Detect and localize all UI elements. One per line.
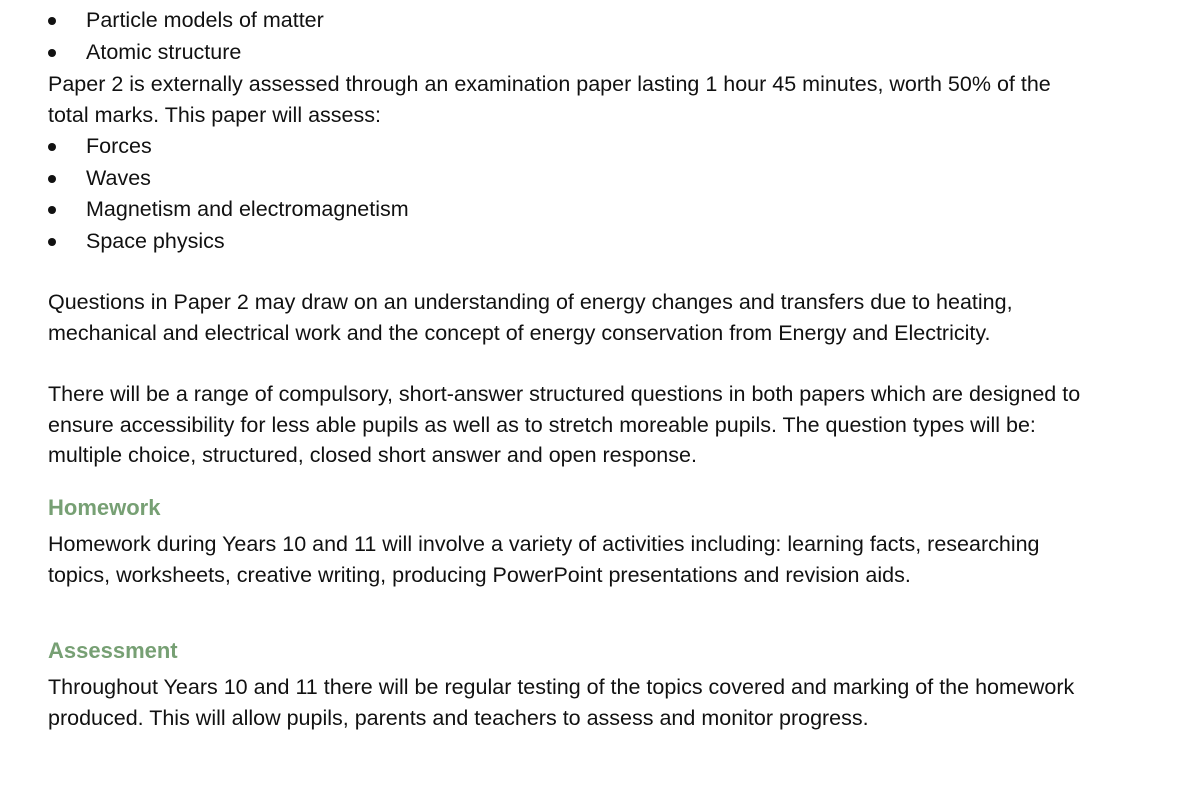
bullet-icon: [48, 143, 56, 151]
paper-2-questions-paragraph: [48, 287, 1013, 348]
list-item: [48, 37, 324, 69]
list-item-text: Magnetism and electromagnetism: [86, 197, 409, 221]
list-item: [48, 163, 409, 195]
list-item: [48, 226, 409, 258]
bullet-icon: [48, 206, 56, 214]
question-types-paragraph: [48, 379, 1080, 471]
list-item-text: Space physics: [86, 228, 225, 253]
paper-2-intro-paragraph: [48, 69, 1051, 130]
list-item-text: Particle models of matter: [86, 8, 324, 32]
paragraph-line: Homework during Years 10 and 11 will involve a variety of activities including: learning facts, researching: [48, 532, 1040, 556]
paragraph-line: total marks. This paper will assess:: [48, 102, 381, 127]
topic-list-paper-2: [48, 131, 409, 257]
bullet-icon: [48, 49, 56, 57]
list-item-text: Waves: [86, 165, 151, 190]
list-item-text: Forces: [86, 134, 152, 158]
list-item: [48, 5, 324, 37]
paragraph-line: topics, worksheets, creative writing, producing PowerPoint presentations and revision aids.: [48, 562, 911, 587]
topic-list-paper-1: [48, 5, 324, 68]
paragraph-line: Paper 2 is externally assessed through an examination paper lasting 1 hour 45 minutes, worth 50% of the: [48, 72, 1051, 96]
paragraph-line: There will be a range of compulsory, short-answer structured questions in both papers which are designed to: [48, 382, 1081, 406]
homework-paragraph: [48, 529, 1040, 590]
assessment-heading: Assessment: [48, 638, 178, 663]
paragraph-line: mechanical and electrical work and the concept of energy conservation from Energy and Electricity.: [48, 320, 991, 345]
bullet-icon: [48, 17, 56, 25]
paragraph-line: Throughout Years 10 and 11 there will be regular testing of the topics covered and marking of the homework: [48, 675, 1075, 699]
bullet-icon: [48, 238, 56, 246]
paragraph-line: Questions in Paper 2 may draw on an understanding of energy changes and transfers due to heating,: [48, 290, 1013, 314]
paragraph-line: ensure accessibility for less able pupils as well as to stretch moreable pupils. The question types will be:: [48, 412, 1036, 437]
list-item-text: Atomic structure: [86, 39, 242, 64]
paragraph-line: multiple choice, structured, closed short answer and open response.: [48, 443, 697, 467]
list-item: [48, 131, 409, 163]
bullet-icon: [48, 175, 56, 183]
paragraph-line: produced. This will allow pupils, parents and teachers to assess and monitor progress.: [48, 705, 869, 730]
homework-heading: Homework: [48, 495, 161, 520]
assessment-paragraph: [48, 672, 1074, 733]
list-item: [48, 194, 409, 226]
